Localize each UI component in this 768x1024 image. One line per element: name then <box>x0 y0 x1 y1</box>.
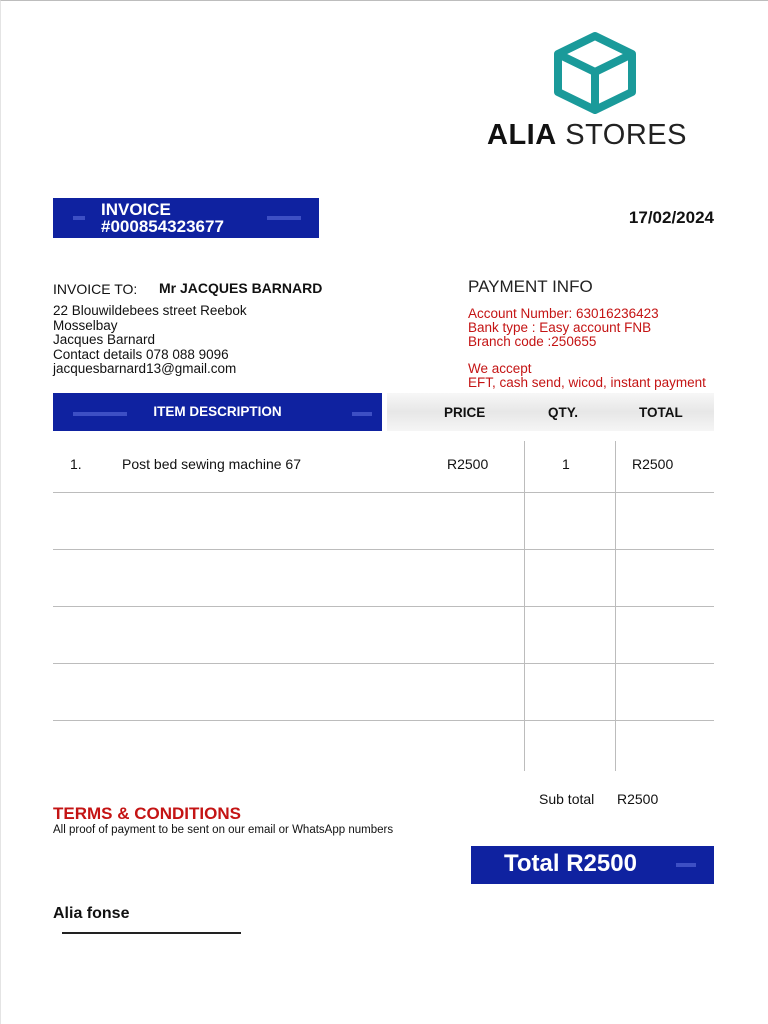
payment-info-details <box>468 307 706 390</box>
address-line: Mosselbay <box>53 317 118 333</box>
brand-name-bold: ALIA <box>487 119 557 151</box>
subtotal-value: R2500 <box>617 791 659 807</box>
subtotal-label: Sub total <box>539 791 595 807</box>
row-total: R2500 <box>632 456 674 472</box>
cube-logo-icon <box>552 31 638 115</box>
terms-text: All proof of payment to be sent on our email or WhatsApp numbers <box>53 824 394 836</box>
banner-dash-left <box>73 216 85 220</box>
row-description: Post bed sewing machine 67 <box>122 456 301 472</box>
table-header-description <box>53 393 382 431</box>
header-total: TOTAL <box>639 405 683 420</box>
brand-name <box>487 119 687 152</box>
branch-code: Branch code :250655 <box>468 334 597 349</box>
row-qty: 1 <box>562 456 570 472</box>
customer-address <box>53 304 247 377</box>
account-number: Account Number: 63016236423 <box>468 306 659 321</box>
header-qty: QTY. <box>548 405 579 420</box>
invoice-banner <box>53 198 319 238</box>
invoice-title: INVOICE <box>101 200 171 219</box>
header-dash-right <box>352 412 372 416</box>
address-line: Contact details 078 088 9096 <box>53 346 229 362</box>
signature-name: Alia fonse <box>53 905 130 922</box>
row-divider <box>53 492 714 493</box>
payment-info-title: PAYMENT INFO <box>468 277 593 296</box>
payment-methods: EFT, cash send, wicod, instant payment <box>468 375 706 390</box>
header-item-description: ITEM DESCRIPTION <box>153 404 282 419</box>
customer-email: jacquesbarnard13@gmail.com <box>53 361 237 376</box>
invoice-to-label: INVOICE TO: <box>53 281 138 297</box>
invoice-number: #000854323677 <box>101 217 224 236</box>
table-header-values <box>387 393 714 431</box>
address-line: 22 Blouwildebees street Reebok <box>53 303 247 318</box>
bank-type: Bank type : Easy account FNB <box>468 320 652 335</box>
signature-line <box>62 932 241 934</box>
row-divider <box>53 549 714 550</box>
grand-total-box <box>471 846 714 884</box>
terms-title: TERMS & CONDITIONS <box>53 804 241 823</box>
total-dash <box>676 863 696 867</box>
customer-name: Mr JACQUES BARNARD <box>159 280 323 296</box>
header-price: PRICE <box>444 405 486 420</box>
brand-name-light: STORES <box>565 119 687 151</box>
row-divider <box>53 606 714 607</box>
row-divider <box>53 663 714 664</box>
banner-dash-right <box>267 216 301 220</box>
address-line: Jacques Barnard <box>53 332 156 347</box>
accept-label: We accept <box>468 361 532 376</box>
row-divider <box>53 720 714 721</box>
invoice-date: 17/02/2024 <box>628 208 714 227</box>
row-number: 1. <box>70 456 82 472</box>
grand-total: Total R2500 <box>504 850 637 877</box>
row-price: R2500 <box>447 456 489 472</box>
